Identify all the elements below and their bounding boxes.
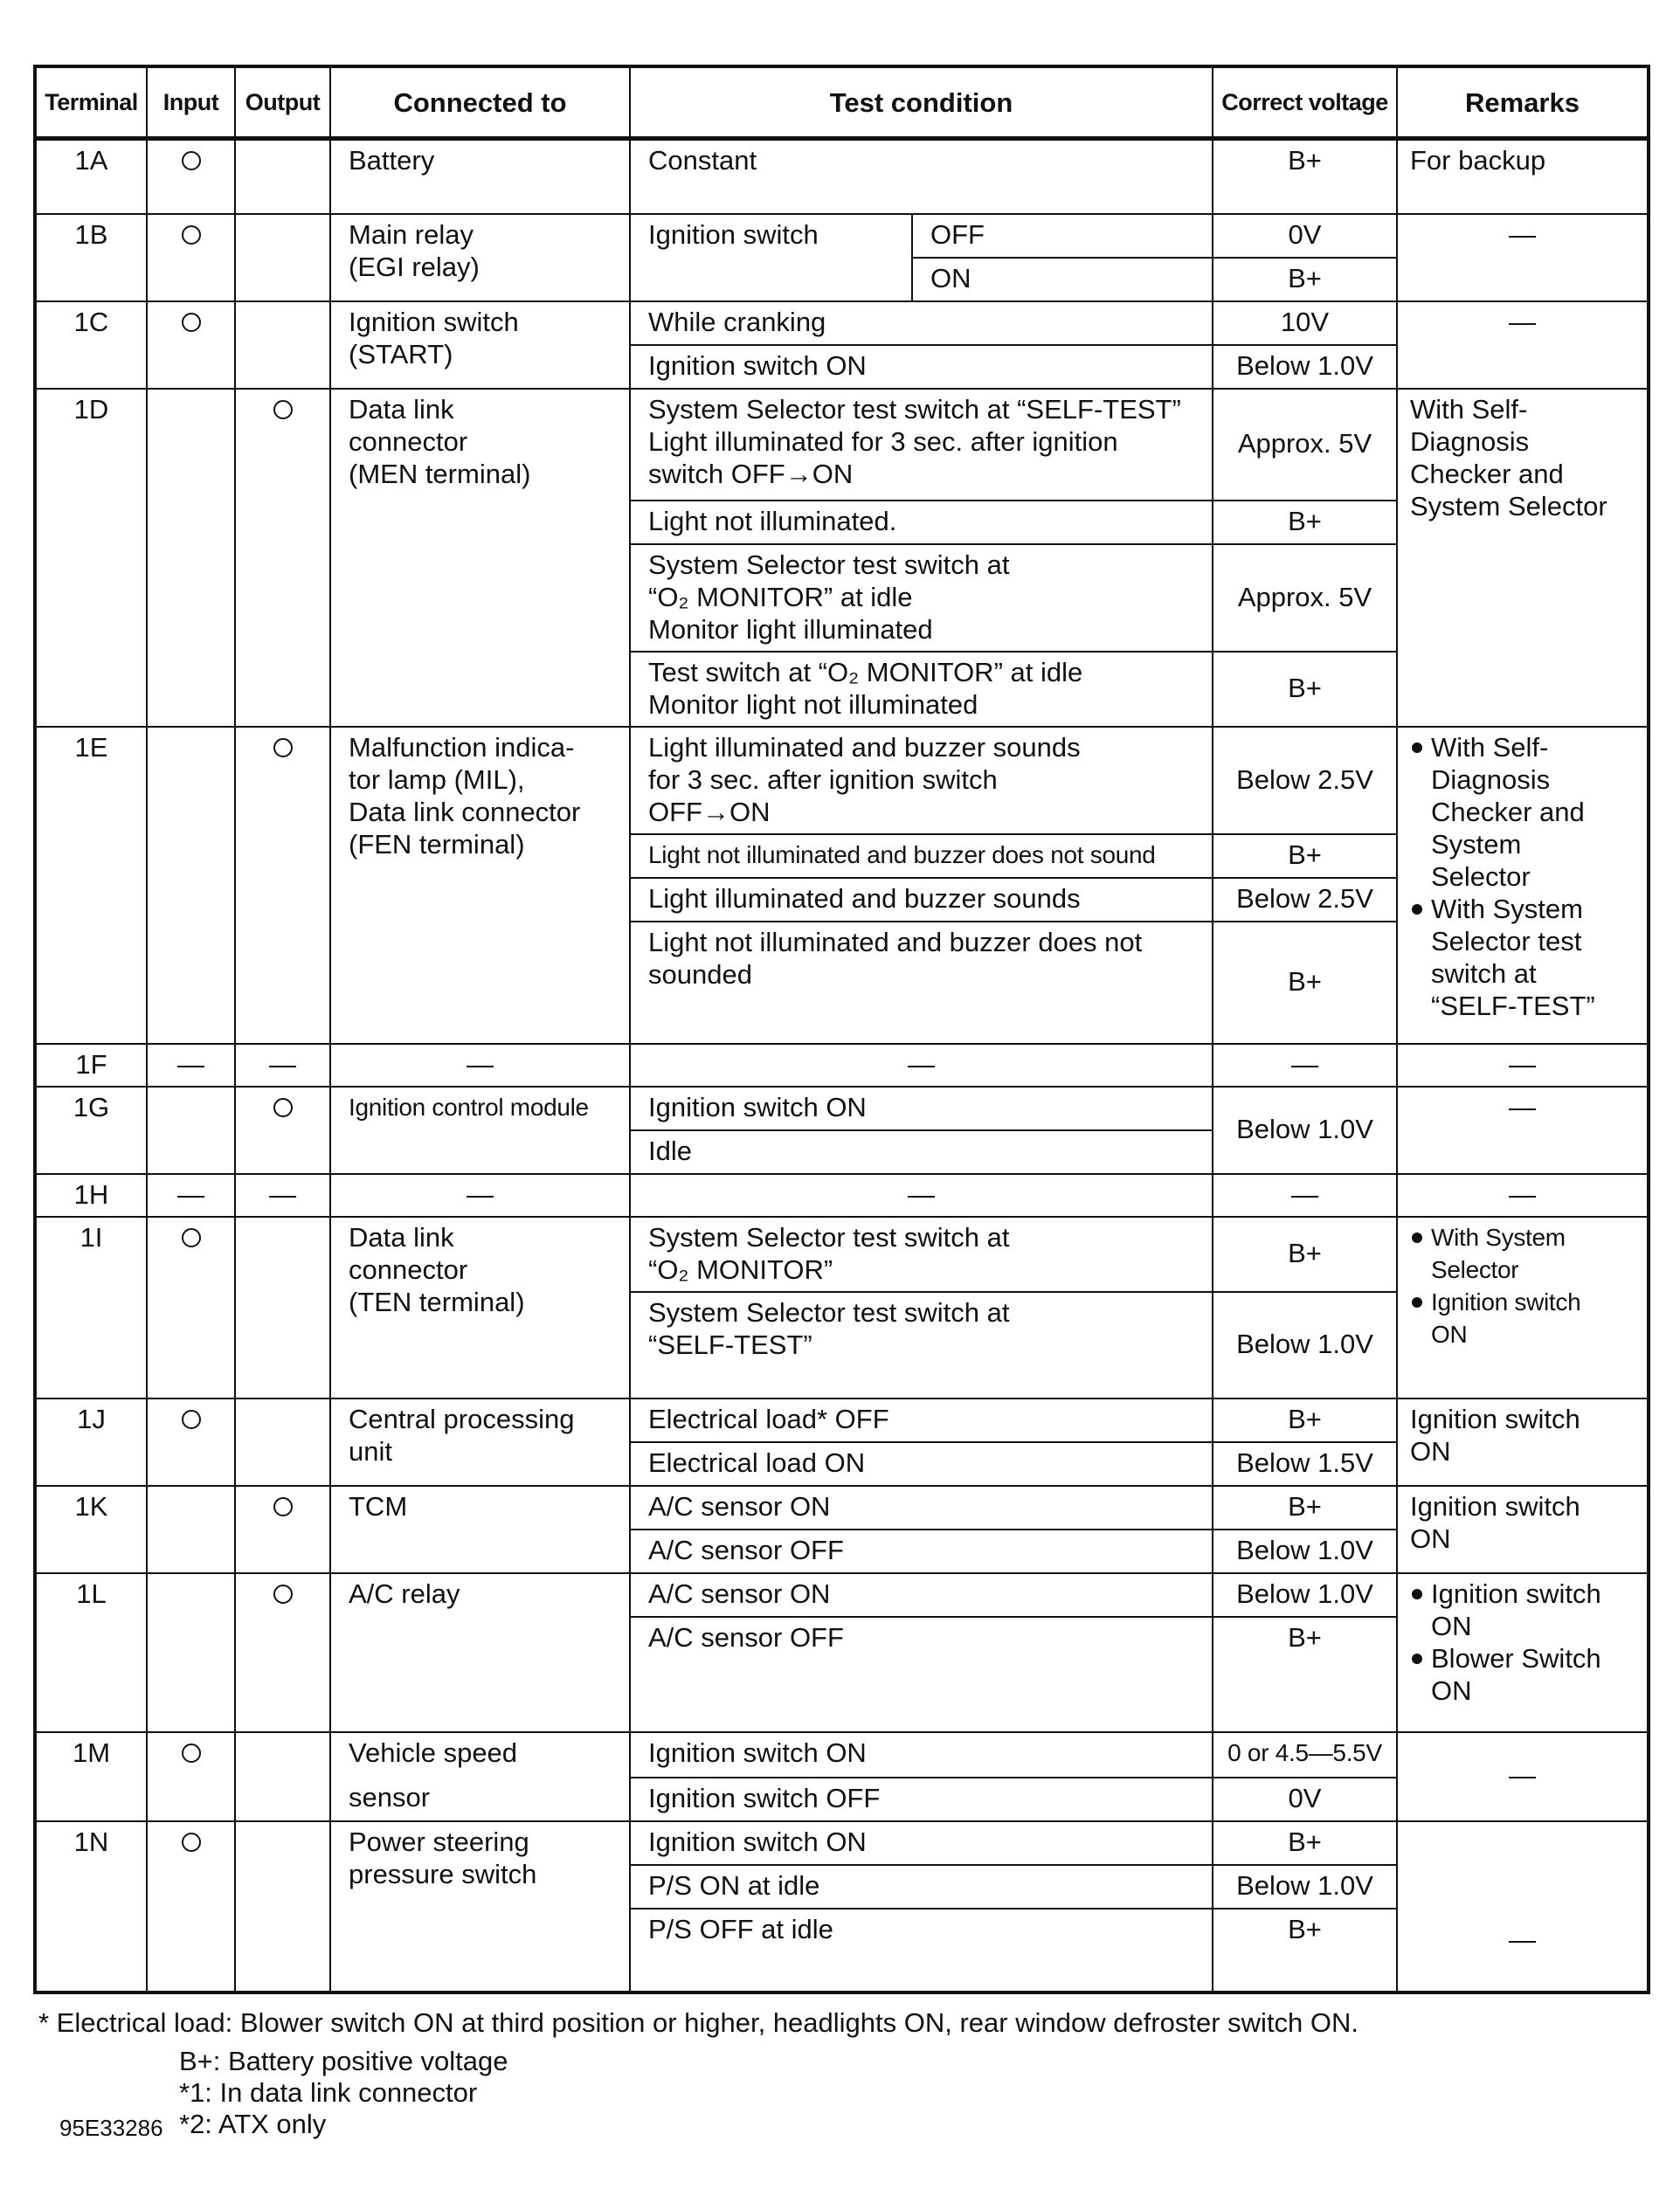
voltage-cell: B+ bbox=[1213, 501, 1397, 544]
b-plus-note: B+: Battery positive voltage bbox=[179, 2046, 508, 2076]
voltage-cell: B+ bbox=[1213, 1486, 1397, 1530]
voltage-cell: Below 1.0V bbox=[1213, 1573, 1397, 1617]
circle-icon bbox=[182, 225, 201, 245]
condition-cell: Light not illuminated. bbox=[630, 501, 1213, 544]
terminal-cell: 1D bbox=[35, 389, 147, 727]
remarks-item: Blower Switch ON bbox=[1410, 1642, 1636, 1707]
remarks-cell: — bbox=[1397, 301, 1649, 389]
voltage-cell: B+ bbox=[1213, 139, 1397, 214]
circle-icon bbox=[182, 313, 201, 332]
condition-cell: Ignition switch ON bbox=[630, 1732, 1213, 1778]
voltage-cell: Below 1.0V bbox=[1213, 1865, 1397, 1909]
circle-icon bbox=[273, 400, 293, 419]
remarks-cell: — bbox=[1397, 1044, 1649, 1087]
voltage-cell: — bbox=[1213, 1174, 1397, 1217]
connected-to-cell: Data link connector (MEN terminal) bbox=[330, 389, 630, 727]
connected-to-cell: Battery bbox=[330, 139, 630, 214]
connected-to-cell: Central processing unit bbox=[330, 1398, 630, 1486]
circle-icon bbox=[182, 1228, 201, 1247]
voltage-cell: 0 or 4.5—5.5V bbox=[1213, 1732, 1397, 1778]
header-input: Input bbox=[147, 66, 235, 139]
output-cell bbox=[235, 1486, 330, 1573]
remarks-cell bbox=[1397, 727, 1649, 1044]
voltage-cell: Below 1.0V bbox=[1213, 1292, 1397, 1398]
condition-cell: Ignition switch ON bbox=[630, 1087, 1213, 1130]
condition-group-cell: Ignition switch bbox=[630, 214, 912, 301]
circle-icon bbox=[182, 1410, 201, 1429]
input-cell bbox=[147, 1732, 235, 1821]
remarks-list bbox=[1410, 1221, 1636, 1350]
voltage-cell: Below 1.0V bbox=[1213, 1530, 1397, 1573]
remarks-list bbox=[1410, 1578, 1636, 1707]
terminal-cell: 1N bbox=[35, 1821, 147, 1992]
circle-icon bbox=[273, 1497, 293, 1516]
output-cell bbox=[235, 301, 330, 389]
remarks-item: With Self- Diagnosis Checker and System Selector bbox=[1410, 731, 1636, 893]
remarks-cell bbox=[1397, 1217, 1649, 1398]
condition-cell: System Selector test switch at “SELF-TEST” bbox=[630, 1292, 1213, 1398]
table-row bbox=[35, 1486, 1649, 1530]
condition-cell: — bbox=[630, 1044, 1213, 1087]
output-cell bbox=[235, 1087, 330, 1174]
table-row bbox=[35, 1573, 1649, 1617]
remarks-cell: — bbox=[1397, 1174, 1649, 1217]
condition-cell: Light not illuminated and buzzer does not sound bbox=[630, 834, 1213, 878]
header-row bbox=[35, 66, 1649, 139]
table-row bbox=[35, 1044, 1649, 1087]
input-cell bbox=[147, 727, 235, 1044]
condition-cell: Light illuminated and buzzer sounds for 3 sec. after ignition switch OFF→ON bbox=[630, 727, 1213, 834]
voltage-cell: Below 1.5V bbox=[1213, 1442, 1397, 1486]
input-cell bbox=[147, 1573, 235, 1732]
connected-to-cell: — bbox=[330, 1174, 630, 1217]
remarks-cell bbox=[1397, 1573, 1649, 1732]
remarks-item: Ignition switch ON bbox=[1410, 1578, 1636, 1642]
terminal-cell: 1C bbox=[35, 301, 147, 389]
input-cell bbox=[147, 1398, 235, 1486]
remarks-item: With System Selector bbox=[1410, 1221, 1636, 1286]
remarks-cell: Ignition switch ON bbox=[1397, 1398, 1649, 1486]
voltage-cell: Below 1.0V bbox=[1213, 345, 1397, 389]
remarks-cell: For backup bbox=[1397, 139, 1649, 214]
connected-to-cell: Data link connector (TEN terminal) bbox=[330, 1217, 630, 1398]
header-connected-to: Connected to bbox=[330, 66, 630, 139]
remarks-cell: — bbox=[1397, 1821, 1649, 1992]
condition-cell: Light not illuminated and buzzer does not sounded bbox=[630, 922, 1213, 1044]
input-cell bbox=[147, 1486, 235, 1573]
condition-cell: — bbox=[630, 1174, 1213, 1217]
condition-cell: ON bbox=[912, 258, 1213, 301]
terminal-cell: 1G bbox=[35, 1087, 147, 1174]
condition-cell: OFF bbox=[912, 214, 1213, 258]
condition-cell: A/C sensor OFF bbox=[630, 1617, 1213, 1732]
voltage-cell: B+ bbox=[1213, 1909, 1397, 1992]
condition-cell: Ignition switch ON bbox=[630, 345, 1213, 389]
output-cell bbox=[235, 1217, 330, 1398]
condition-cell: System Selector test switch at “O₂ MONITOR” at idle Monitor light illuminated bbox=[630, 544, 1213, 652]
remarks-cell: Ignition switch ON bbox=[1397, 1486, 1649, 1573]
voltage-cell: B+ bbox=[1213, 1217, 1397, 1292]
connected-to-cell: Ignition switch (START) bbox=[330, 301, 630, 389]
circle-icon bbox=[182, 151, 201, 170]
output-cell bbox=[235, 1821, 330, 1992]
remarks-list bbox=[1410, 731, 1636, 1022]
voltage-cell: Below 1.0V bbox=[1213, 1087, 1397, 1174]
input-cell bbox=[147, 139, 235, 214]
circle-icon bbox=[182, 1833, 201, 1852]
condition-cell: A/C sensor ON bbox=[630, 1486, 1213, 1530]
output-cell: — bbox=[235, 1044, 330, 1087]
condition-cell: Ignition switch OFF bbox=[630, 1778, 1213, 1821]
header-output: Output bbox=[235, 66, 330, 139]
voltage-cell: — bbox=[1213, 1044, 1397, 1087]
header-correct-voltage: Correct voltage bbox=[1213, 66, 1397, 139]
condition-cell: Light illuminated and buzzer sounds bbox=[630, 878, 1213, 922]
input-cell bbox=[147, 1821, 235, 1992]
condition-cell: Test switch at “O₂ MONITOR” at idle Monitor light not illuminated bbox=[630, 652, 1213, 727]
voltage-cell: B+ bbox=[1213, 922, 1397, 1044]
condition-cell: P/S OFF at idle bbox=[630, 1909, 1213, 1992]
table-row bbox=[35, 139, 1649, 214]
input-cell bbox=[147, 1217, 235, 1398]
note-2: *2: ATX only bbox=[179, 2109, 327, 2139]
table-row bbox=[35, 1732, 1649, 1778]
condition-cell: A/C sensor OFF bbox=[630, 1530, 1213, 1573]
connected-to-cell: TCM bbox=[330, 1486, 630, 1573]
output-cell bbox=[235, 139, 330, 214]
condition-cell: Idle bbox=[630, 1130, 1213, 1174]
voltage-cell: B+ bbox=[1213, 834, 1397, 878]
voltage-cell: Below 2.5V bbox=[1213, 878, 1397, 922]
voltage-cell: B+ bbox=[1213, 1398, 1397, 1442]
terminal-cell: 1J bbox=[35, 1398, 147, 1486]
condition-cell: Ignition switch ON bbox=[630, 1821, 1213, 1865]
connected-to-cell: A/C relay bbox=[330, 1573, 630, 1732]
condition-cell: System Selector test switch at “O₂ MONITOR” bbox=[630, 1217, 1213, 1292]
connected-to-cell: Main relay (EGI relay) bbox=[330, 214, 630, 301]
condition-cell: A/C sensor ON bbox=[630, 1573, 1213, 1617]
table-row bbox=[35, 389, 1649, 501]
connected-to-cell: Ignition control module bbox=[330, 1087, 630, 1174]
input-cell bbox=[147, 214, 235, 301]
voltage-cell: 10V bbox=[1213, 301, 1397, 345]
header-terminal: Terminal bbox=[35, 66, 147, 139]
terminal-cell: 1B bbox=[35, 214, 147, 301]
input-cell bbox=[147, 389, 235, 727]
table-row bbox=[35, 1174, 1649, 1217]
remarks-item: With System Selector test switch at “SELF-TEST” bbox=[1410, 893, 1636, 1022]
voltage-cell: 0V bbox=[1213, 1778, 1397, 1821]
terminal-cell: 1L bbox=[35, 1573, 147, 1732]
condition-cell: P/S ON at idle bbox=[630, 1865, 1213, 1909]
terminal-cell: 1M bbox=[35, 1732, 147, 1821]
remarks-cell: — bbox=[1397, 1087, 1649, 1174]
circle-icon bbox=[182, 1744, 201, 1763]
table-row bbox=[35, 1398, 1649, 1442]
circle-icon bbox=[273, 738, 293, 757]
terminal-cell: 1K bbox=[35, 1486, 147, 1573]
voltage-cell: Approx. 5V bbox=[1213, 544, 1397, 652]
condition-cell: While cranking bbox=[630, 301, 1213, 345]
electrical-load-footnote: * Electrical load: Blower switch ON at third position or higher, headlights ON, rear window defroster switch ON. bbox=[38, 2007, 1359, 2038]
condition-cell: Electrical load* OFF bbox=[630, 1398, 1213, 1442]
terminal-voltage-table bbox=[33, 65, 1650, 1994]
output-cell bbox=[235, 1573, 330, 1732]
condition-cell: Electrical load ON bbox=[630, 1442, 1213, 1486]
voltage-cell: B+ bbox=[1213, 1617, 1397, 1732]
voltage-cell: Below 2.5V bbox=[1213, 727, 1397, 834]
output-cell: — bbox=[235, 1174, 330, 1217]
voltage-cell: Approx. 5V bbox=[1213, 389, 1397, 501]
condition-cell: Constant bbox=[630, 139, 1213, 214]
table-row bbox=[35, 214, 1649, 258]
output-cell bbox=[235, 389, 330, 727]
voltage-cell: 0V bbox=[1213, 214, 1397, 258]
remarks-cell: — bbox=[1397, 214, 1649, 301]
output-cell bbox=[235, 214, 330, 301]
table-row bbox=[35, 727, 1649, 834]
table-row bbox=[35, 1821, 1649, 1865]
output-cell bbox=[235, 1732, 330, 1821]
connected-to-cell: — bbox=[330, 1044, 630, 1087]
circle-icon bbox=[273, 1585, 293, 1604]
input-cell bbox=[147, 301, 235, 389]
note-1: *1: In data link connector bbox=[179, 2077, 478, 2108]
circle-icon bbox=[273, 1098, 293, 1117]
input-cell: — bbox=[147, 1174, 235, 1217]
header-remarks: Remarks bbox=[1397, 66, 1649, 139]
figure-code: 95E33286 bbox=[59, 2115, 163, 2141]
input-cell bbox=[147, 1087, 235, 1174]
voltage-cell: B+ bbox=[1213, 1821, 1397, 1865]
output-cell bbox=[235, 1398, 330, 1486]
remarks-item: Ignition switch ON bbox=[1410, 1286, 1636, 1350]
connected-to-cell: Power steering pressure switch bbox=[330, 1821, 630, 1992]
header-test-condition: Test condition bbox=[630, 66, 1213, 139]
remarks-cell: — bbox=[1397, 1732, 1649, 1821]
terminal-cell: 1F bbox=[35, 1044, 147, 1087]
connected-to-cell: Vehicle speed bbox=[330, 1732, 630, 1778]
connected-to-cell: sensor bbox=[330, 1778, 630, 1821]
voltage-cell: B+ bbox=[1213, 652, 1397, 727]
terminal-cell: 1E bbox=[35, 727, 147, 1044]
input-cell: — bbox=[147, 1044, 235, 1087]
terminal-cell: 1I bbox=[35, 1217, 147, 1398]
connected-to-cell: Malfunction indica- tor lamp (MIL), Data link connector (FEN terminal) bbox=[330, 727, 630, 1044]
table-row bbox=[35, 1217, 1649, 1292]
remarks-cell: With Self- Diagnosis Checker and System Selector bbox=[1397, 389, 1649, 727]
terminal-cell: 1H bbox=[35, 1174, 147, 1217]
table-row bbox=[35, 301, 1649, 345]
table-row bbox=[35, 1087, 1649, 1130]
voltage-cell: B+ bbox=[1213, 258, 1397, 301]
output-cell bbox=[235, 727, 330, 1044]
condition-cell: System Selector test switch at “SELF-TEST” Light illuminated for 3 sec. after ignition switch OFF→ON bbox=[630, 389, 1213, 501]
footnote-legend bbox=[179, 2046, 508, 2140]
terminal-cell: 1A bbox=[35, 139, 147, 214]
